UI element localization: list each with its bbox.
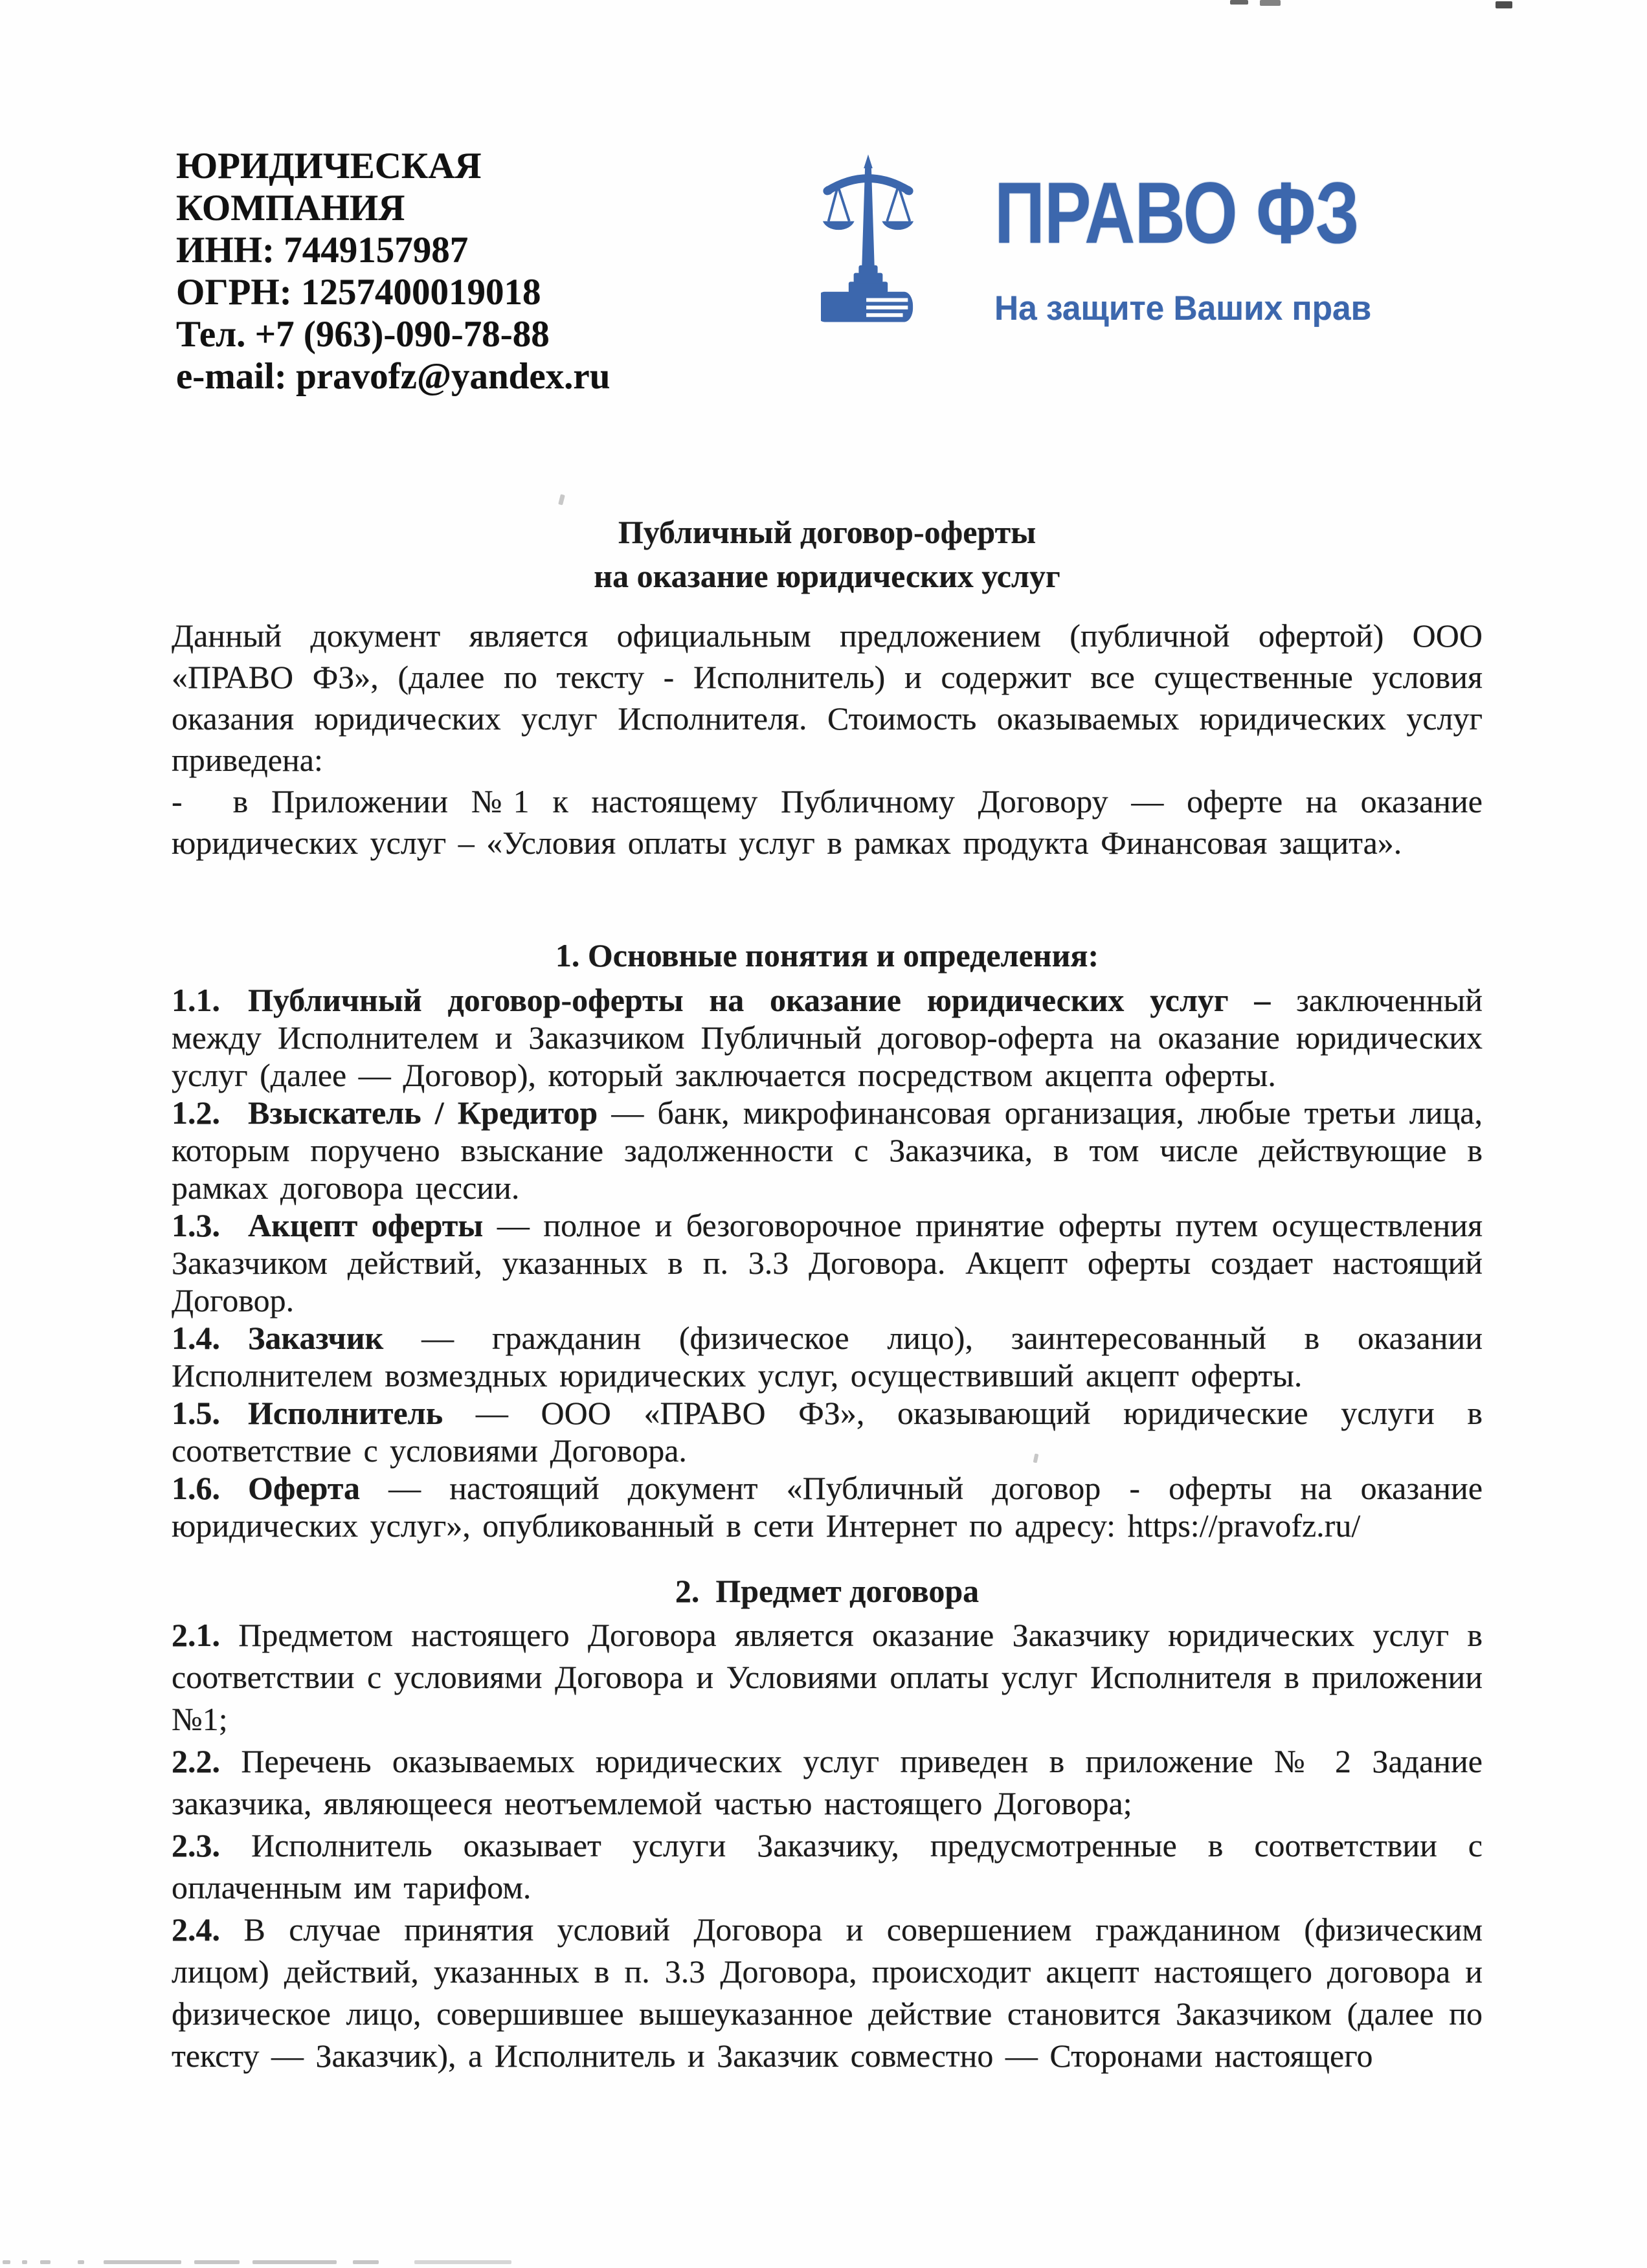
clause-2-4 (172, 1909, 1483, 2077)
clause-1-2 (172, 1094, 1483, 1206)
company-inn: ИНН: 7449157987 (176, 230, 469, 271)
scan-artifact (22, 2260, 27, 2264)
clause-number: 1.4. (172, 1320, 220, 1356)
logo-text-block (994, 153, 1391, 328)
scan-artifact (252, 2260, 337, 2264)
scan-artifact (40, 2260, 50, 2264)
section-1-heading: 1. Основные понятия и определения: (555, 937, 1099, 973)
document-title-line2: на оказание юридических услуг (594, 558, 1060, 594)
company-logo (821, 153, 1391, 328)
clause-number: 2.2. (172, 1743, 220, 1779)
clause-1-6 (172, 1469, 1483, 1544)
letterhead-company-info (176, 145, 610, 397)
section-2-items (172, 1614, 1483, 2077)
clause-1-4 (172, 1319, 1483, 1394)
company-phone: Тел. +7 (963)-090-78-88 (176, 314, 550, 355)
clause-number: 1.5. (172, 1395, 220, 1431)
clause-text: заключенный между Исполнителем и Заказчиком Публичный договор-оферта на оказание юридических услуг (далее — Договор), который заключается посредством акцепта оферты. (172, 982, 1483, 1093)
company-name-line: КОМПАНИЯ (176, 188, 405, 228)
clause-text: — настоящий документ «Публичный договор - оферты на оказание юридических услуг», опубликованный в сети Интернет по адресу: https://pravofz.ru/ (172, 1470, 1483, 1544)
document-title-line1: Публичный договор-оферты (618, 514, 1036, 550)
intro-bullet (172, 781, 1483, 863)
clause-text: — банк, микрофинансовая организация, любые третьи лица, которым поручено взыскание задолженности с Заказчика, в том числе действующие в рамках договора цессии. (172, 1095, 1483, 1206)
document-title (172, 510, 1483, 598)
clause-2-1 (172, 1614, 1483, 1740)
clause-text: Исполнитель оказывает услуги Заказчику, предусмотренные в соответствии с оплаченным им тарифом. (172, 1827, 1483, 1906)
clause-1-5 (172, 1394, 1483, 1469)
clause-number: 1.3. (172, 1207, 220, 1243)
clause-2-3 (172, 1825, 1483, 1909)
scan-artifact (1496, 1, 1512, 8)
section-2-heading: 2. Предмет договора (675, 1573, 980, 1609)
scan-artifact (194, 2260, 240, 2264)
scales-on-book-icon (821, 153, 915, 326)
scan-artifact (1230, 0, 1248, 5)
scan-artifact (558, 494, 565, 505)
clause-text: В случае принятия условий Договора и совершением гражданином (физическим лицом) действий, указанных в п. 3.3 Договора, происходит акцепт настоящего договора и физическое лицо, совершившее вышеуказанное действие становится Заказчиком (далее по тексту — Заказчик), а Исполнитель и Заказчик совместно — Сторонами настоящего (172, 1911, 1483, 2074)
clause-text: Перечень оказываемых юридических услуг приведен в приложение № 2 Задание заказчика, являющееся неотъемлемой частью настоящего Договора; (172, 1743, 1483, 1821)
scan-artifact (3, 2260, 10, 2264)
bullet-dash: - (172, 783, 183, 819)
clause-2-2 (172, 1740, 1483, 1825)
clause-term: Акцепт оферты (248, 1207, 484, 1243)
scan-artifact (78, 2260, 84, 2264)
clause-text: Предметом настоящего Договора является оказание Заказчику юридических услуг в соответствии с условиями Договора и Условиями оплаты услуг Исполнителя в приложении №1; (172, 1617, 1483, 1737)
clause-number: 1.1. (172, 982, 220, 1018)
clause-1-3 (172, 1206, 1483, 1319)
scan-artifact (353, 2260, 379, 2264)
company-email: e-mail: pravofz@yandex.ru (176, 356, 611, 397)
scan-artifact (104, 2260, 181, 2264)
clause-number: 2.4. (172, 1911, 220, 1948)
clause-number: 2.1. (172, 1617, 220, 1653)
intro-paragraph: Данный документ является официальным предложением (публичной офертой) ООО «ПРАВО ФЗ», (далее по тексту - Исполнитель) и содержит все существенные условия оказания юридических услуг Исполнителя. Стоимость оказываемых юридических услуг приведена: (172, 617, 1483, 778)
clause-number: 1.2. (172, 1095, 220, 1131)
scan-artifact (1260, 0, 1281, 6)
clause-term: Взыскатель / Кредитор (248, 1095, 598, 1131)
scan-artifact (414, 2260, 511, 2264)
clause-number: 2.3. (172, 1827, 220, 1863)
clause-term: Заказчик (248, 1320, 384, 1356)
section-1-items (172, 981, 1483, 1544)
intro-block (172, 615, 1483, 863)
clause-text: — ООО «ПРАВО ФЗ», оказывающий юридические услуги в соответствие с условиями Договора. (172, 1395, 1483, 1469)
company-name-line: ЮРИДИЧЕСКАЯ (176, 146, 482, 186)
clause-term: Оферта (248, 1470, 360, 1506)
clause-term: Публичный договор-оферты на оказание юридических услуг – (248, 982, 1271, 1018)
logo-brand-name: ПРАВО ФЗ (994, 164, 1359, 262)
clause-text: — полное и безоговорочное принятие оферты путем осуществления Заказчиком действий, указанных в п. 3.3 Договора. Акцепт оферты создает настоящий Договор. (172, 1207, 1483, 1318)
clause-term: Исполнитель (248, 1395, 443, 1431)
clause-text: — гражданин (физическое лицо), заинтересованный в оказании Исполнителем возмездных юридических услуг, осуществивший акцепт оферты. (172, 1320, 1483, 1394)
clause-1-1 (172, 981, 1483, 1094)
logo-tagline: На защите Ваших прав (994, 289, 1372, 328)
intro-bullet-text: в Приложении №1 к настоящему Публичному Договору — оферте на оказание юридических услуг – «Условия оплаты услуг в рамках продукта Финансовая защита». (172, 783, 1483, 861)
company-ogrn: ОГРН: 1257400019018 (176, 272, 541, 313)
clause-number: 1.6. (172, 1470, 220, 1506)
